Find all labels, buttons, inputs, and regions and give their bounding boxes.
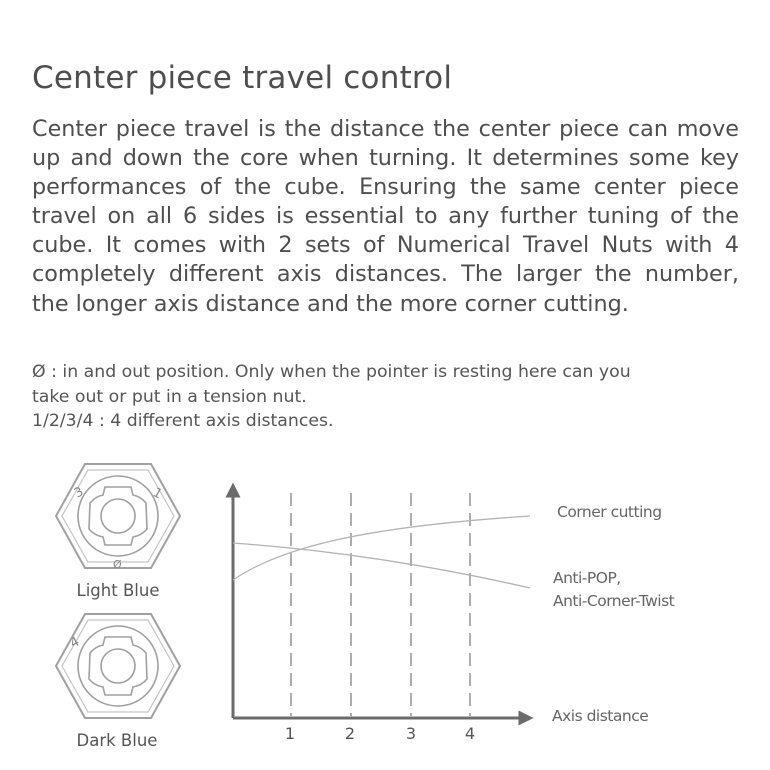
corner-cutting-curve [233,516,530,580]
x-tick-2: 2 [344,724,356,743]
nut-mark-1: 1 [150,485,165,503]
note-line-in-out: Ø : in and out position. Only when the pointer is resting here can you [32,362,631,382]
note-line-distances: 1/2/3/4 : 4 different axis distances. [32,411,334,432]
anti-pop-curve [233,543,530,588]
anti-corner-twist-label: Anti-Corner-Twist [553,592,675,610]
x-tick-4: 4 [464,724,476,743]
nut-mark-zero: Ø [113,558,122,571]
axis-distance-label: Axis distance [552,707,649,725]
light-blue-nut-icon [56,464,180,571]
page-title: Center piece travel control [32,60,453,96]
dark-blue-label: Dark Blue [76,731,158,750]
x-tick-3: 3 [405,724,417,743]
nut-mark-3: 3 [71,484,87,502]
corner-cutting-label: Corner cutting [557,503,662,521]
description-paragraph: Center piece travel is the distance the center piece can move up and down the core when turning. It determines some key performances of the cube. Ensuring the same center piece travel on all 6 sides is essential to any further tuning of the cube. It comes with 2 sets of Numerical Travel Nuts with 4 completely different axis distances. The larger the number, the longer axis distance and the more corner cutting. [32,116,739,317]
anti-pop-label: Anti-POP, [553,569,621,587]
nut-mark-4: 4 [67,634,83,652]
light-blue-label: Light Blue [76,581,160,600]
travel-chart [233,490,675,743]
x-tick-1: 1 [284,724,296,743]
dark-blue-nut-icon [56,614,180,718]
note-line-tension: take out or put in a tension nut. [32,386,307,407]
